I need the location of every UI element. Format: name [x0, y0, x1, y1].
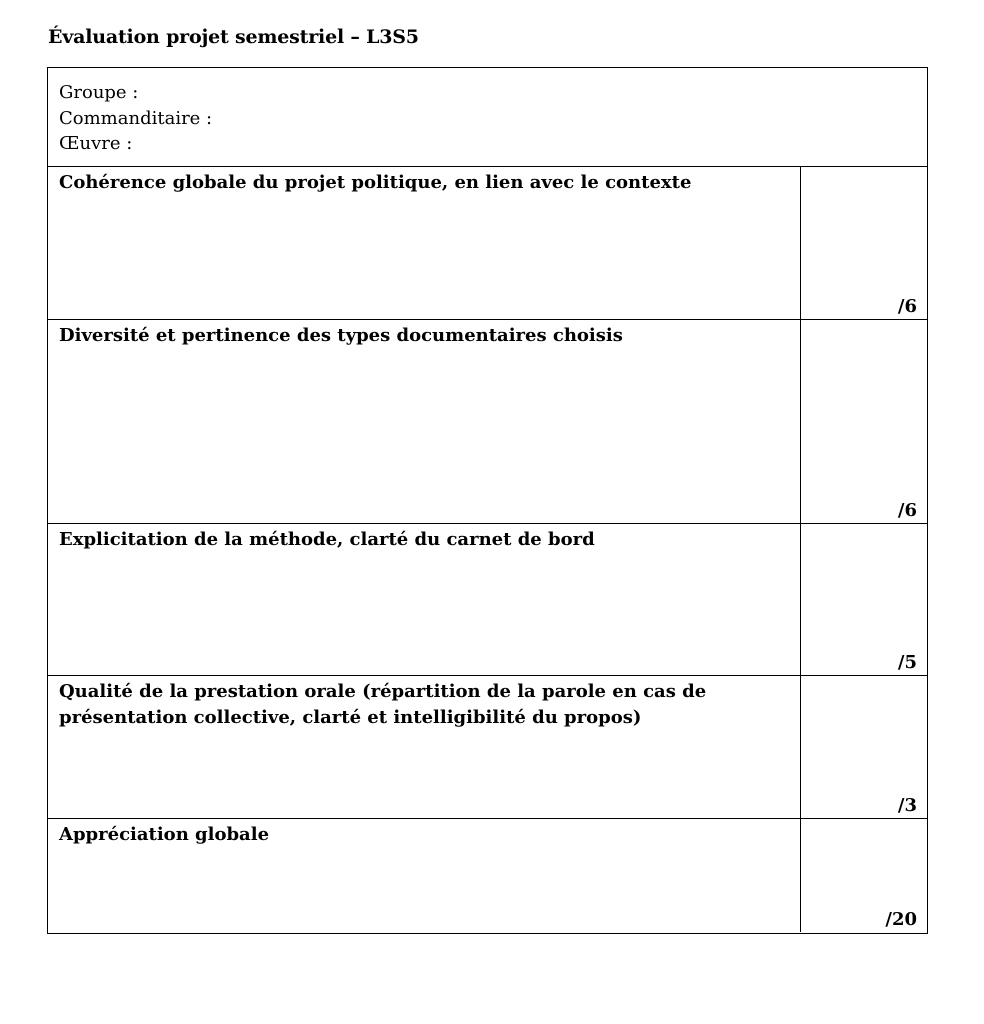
page-title: Évaluation projet semestriel – L3S5 [48, 26, 419, 48]
score-cell: /6 [897, 296, 917, 317]
criterion-label: Appréciation globale [59, 824, 270, 845]
column-divider [800, 167, 801, 319]
evaluation-table [47, 67, 928, 934]
column-divider [800, 819, 801, 932]
info-block [48, 68, 927, 167]
commanditaire-label: Commanditaire : [59, 107, 213, 129]
criterion-label: Explicitation de la méthode, clarté du carnet de bord [59, 529, 595, 550]
oeuvre-label: Œuvre : [59, 133, 133, 154]
score-cell: /3 [897, 795, 917, 816]
criterion-label: Cohérence globale du projet politique, en lien avec le contexte [59, 172, 692, 193]
score-cell: /20 [885, 909, 917, 930]
criterion-row-oral [48, 676, 927, 819]
column-divider [800, 524, 801, 675]
score-cell: /6 [897, 500, 917, 521]
column-divider [800, 676, 801, 818]
column-divider [800, 320, 801, 523]
criterion-row-appreciation [48, 819, 927, 932]
score-cell: /5 [897, 652, 917, 673]
criterion-label: Qualité de la prestation orale (répartition de la parole en cas de présentation collective, clarté et intelligibilité du propos) [59, 681, 707, 728]
criterion-row-diversite [48, 320, 927, 524]
groupe-label: Groupe : [59, 82, 139, 103]
criterion-row-coherence [48, 167, 927, 320]
criterion-label: Diversité et pertinence des types documentaires choisis [59, 325, 623, 346]
criterion-row-methode [48, 524, 927, 676]
